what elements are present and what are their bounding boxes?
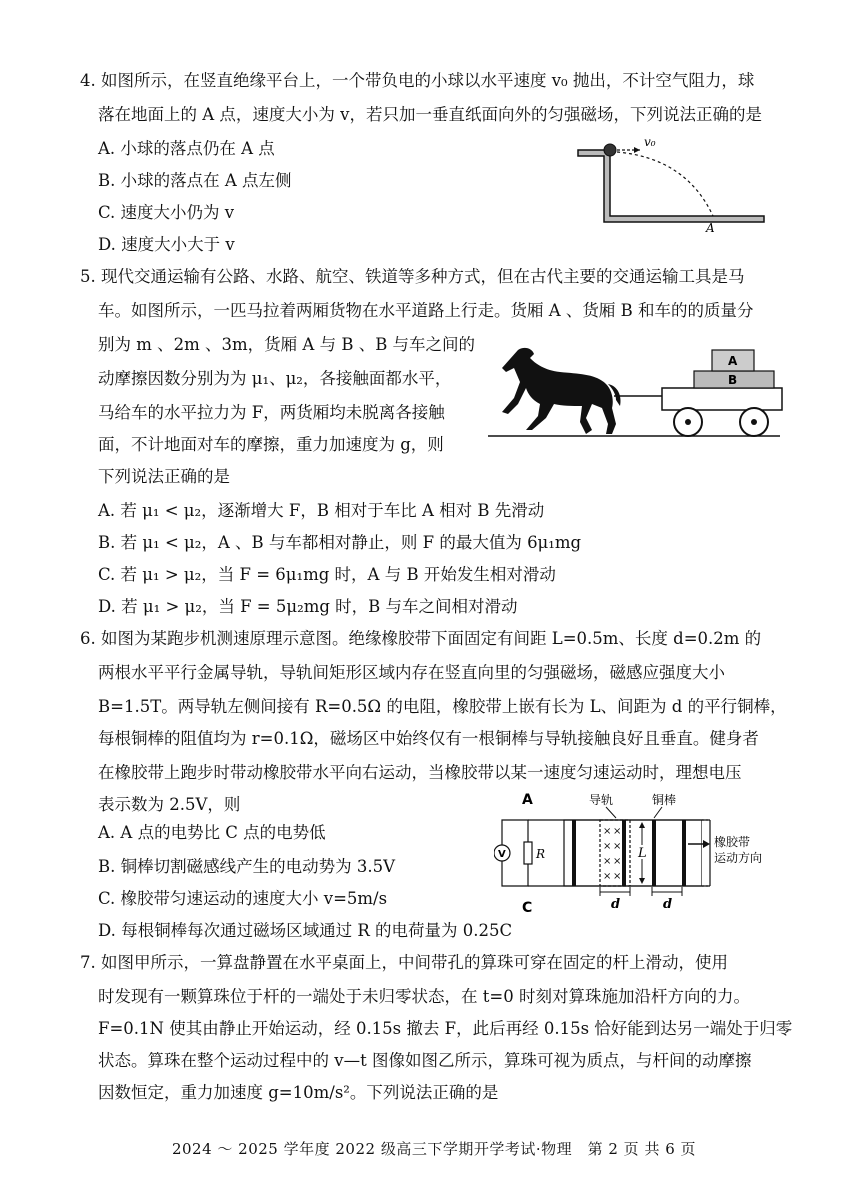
q6-stem-line6: 表示数为 2.5V，则 xyxy=(98,795,241,814)
svg-text:×: × xyxy=(613,871,622,882)
resistor-label: R xyxy=(536,847,546,861)
v0-label: v₀ xyxy=(644,136,656,149)
q5-stem-line5: 马给车的水平拉力为 F，两货厢均未脱离各接触 xyxy=(98,403,445,422)
q4-option-d: D. 速度大小大于 v xyxy=(98,235,235,254)
q6-stem-line3: B=1.5T。两导轨左侧间接有 R=0.5Ω 的电阻，橡胶带上嵌有长为 L、间距为 d 的平行铜棒， xyxy=(98,697,787,716)
q6-option-c: C. 橡胶带匀速运动的速度大小 v=5m/s xyxy=(98,889,388,908)
q4-option-c: C. 速度大小仍为 v xyxy=(98,203,235,222)
q5-horse-cart-figure xyxy=(488,344,784,444)
q7-stem-line4: 状态。算珠在整个运动过程中的 v—t 图像如图乙所示，算珠可视为质点，与杆间的动摩擦 xyxy=(98,1051,752,1070)
svg-text:×: × xyxy=(603,856,612,867)
cart-body xyxy=(662,388,782,410)
q4-projectile-figure xyxy=(576,136,768,236)
direction-label-line2: 运动方向 xyxy=(714,851,763,865)
page-footer: 2024 ～ 2025 学年度 2022 级高三下学期开学考试·物理 第 2 页 共 6 页 xyxy=(171,1140,697,1158)
svg-text:×: × xyxy=(603,871,612,882)
q6-stem-line2: 两根水平平行金属导轨，导轨间矩形区域内存在竖直向里的匀强磁场，磁感应强度大小 xyxy=(98,663,725,682)
svg-text:×: × xyxy=(603,841,612,852)
box-a-label: A xyxy=(728,354,738,368)
trajectory-curve xyxy=(617,152,713,216)
q5-stem-line7: 下列说法正确的是 xyxy=(98,467,230,486)
length-label: L xyxy=(638,846,647,861)
platform-and-ground xyxy=(578,150,764,222)
q6-option-a: A. A 点的电势比 C 点的电势低 xyxy=(98,823,326,842)
q5-stem-line6: 面，不计地面对车的摩擦，重力加速度为 g，则 xyxy=(98,435,444,454)
q5-stem-line3: 别为 m 、2m 、3m，货厢 A 与 B 、B 与车之间的 xyxy=(98,335,476,354)
q6-option-d: D. 每根铜棒每次通过磁场区域通过 R 的电荷量为 0.25C xyxy=(98,921,513,940)
copper-rod-1 xyxy=(572,820,576,886)
q7-stem-line2: 时发现有一颗算珠位于杆的一端处于未归零状态，在 t=0 时刻对算珠施加沿杆方向的力。 xyxy=(98,987,750,1006)
svg-text:×: × xyxy=(613,826,622,837)
cart-wheel-right xyxy=(740,408,768,436)
d-label-1: d xyxy=(611,897,621,912)
point-a-label: A xyxy=(522,792,533,808)
svg-text:×: × xyxy=(613,856,622,867)
copper-rod-2 xyxy=(622,820,626,886)
d-label-2: d xyxy=(663,897,673,912)
q7-stem-line5: 因数恒定，重力加速度 g=10m/s²。下列说法正确的是 xyxy=(98,1083,499,1102)
q4-option-b: B. 小球的落点在 A 点左侧 xyxy=(98,171,292,190)
q5-option-b: B. 若 μ₁ < μ₂，A 、B 与车都相对静止，则 F 的最大值为 6μ₁mg xyxy=(98,533,582,552)
q5-stem-line4: 动摩擦因数分别为为 μ₁、μ₂，各接触面都水平， xyxy=(98,369,452,388)
voltmeter-label: V xyxy=(498,849,506,860)
rail-label: 导轨 xyxy=(589,793,614,807)
horse-silhouette xyxy=(502,348,621,434)
q6-stem-line5: 在橡胶带上跑步时带动橡胶带水平向右运动，当橡胶带以某一速度匀速运动时，理想电压 xyxy=(98,763,742,782)
q4-stem-line1: 4. 如图所示，在竖直绝缘平台上，一个带负电的小球以水平速度 v₀ 抛出，不计空气阻力，球 xyxy=(80,71,755,90)
svg-text:×: × xyxy=(603,826,612,837)
copper-rod-3 xyxy=(652,820,656,886)
direction-label-line1: 橡胶带 xyxy=(714,835,751,849)
point-a-label: A xyxy=(706,221,715,235)
q5-option-a: A. 若 μ₁ < μ₂，逐渐增大 F，B 相对于车比 A 相对 B 先滑动 xyxy=(98,501,545,520)
copper-rod-4 xyxy=(682,820,686,886)
q7-stem-line3: F=0.1N 使其由静止开始运动，经 0.15s 撤去 F，此后再经 0.15s 恰好能到达另一端处于归零 xyxy=(98,1019,793,1038)
svg-text:×: × xyxy=(613,841,622,852)
q5-option-c: C. 若 μ₁ > μ₂，当 F = 6μ₁mg 时，A 与 B 开始发生相对滑动 xyxy=(98,565,556,584)
q5-option-d: D. 若 μ₁ > μ₂，当 F = 5μ₂mg 时，B 与车之间相对滑动 xyxy=(98,597,518,616)
q5-stem-line2: 车。如图所示，一匹马拉着两厢货物在水平道路上行走。货厢 A 、货厢 B 和车的的质量分 xyxy=(98,301,754,320)
q6-treadmill-circuit-figure xyxy=(494,790,784,916)
rail-pointer xyxy=(606,807,616,818)
copper-rod-label: 铜棒 xyxy=(652,793,677,807)
resistor-r xyxy=(524,842,532,864)
q6-stem-line1: 6. 如图为某跑步机测速原理示意图。绝缘橡胶带下面固定有间距 L=0.5m、长度 d=0.2m 的 xyxy=(80,629,762,648)
point-c-label: C xyxy=(522,900,533,916)
q7-stem-line1: 7. 如图甲所示，一算盘静置在水平桌面上，中间带孔的算珠可穿在固定的杆上滑动，使用 xyxy=(80,953,728,972)
rod-pointer xyxy=(654,807,662,818)
q5-stem-line1: 5. 现代交通运输有公路、水路、航空、铁道等多种方式，但在古代主要的交通运输工具是马 xyxy=(80,267,745,286)
q4-option-a: A. 小球的落点仍在 A 点 xyxy=(98,139,275,158)
velocity-arrowhead xyxy=(634,147,640,153)
box-b-label: B xyxy=(728,373,738,387)
rubber-belt-left xyxy=(564,820,702,886)
charged-ball xyxy=(604,144,616,156)
q6-option-b: B. 铜棒切割磁感线产生的电动势为 3.5V xyxy=(98,857,396,876)
q6-stem-line4: 每根铜棒的阻值均为 r=0.1Ω，磁场区中始终仅有一根铜棒与导轨接触良好且垂直。健身者 xyxy=(98,729,759,748)
belt-gap xyxy=(702,820,710,886)
cart-wheel-left xyxy=(674,408,702,436)
q4-stem-line2: 落在地面上的 A 点，速度大小为 v，若只加一垂直纸面向外的匀强磁场，下列说法正确的是 xyxy=(98,105,762,124)
